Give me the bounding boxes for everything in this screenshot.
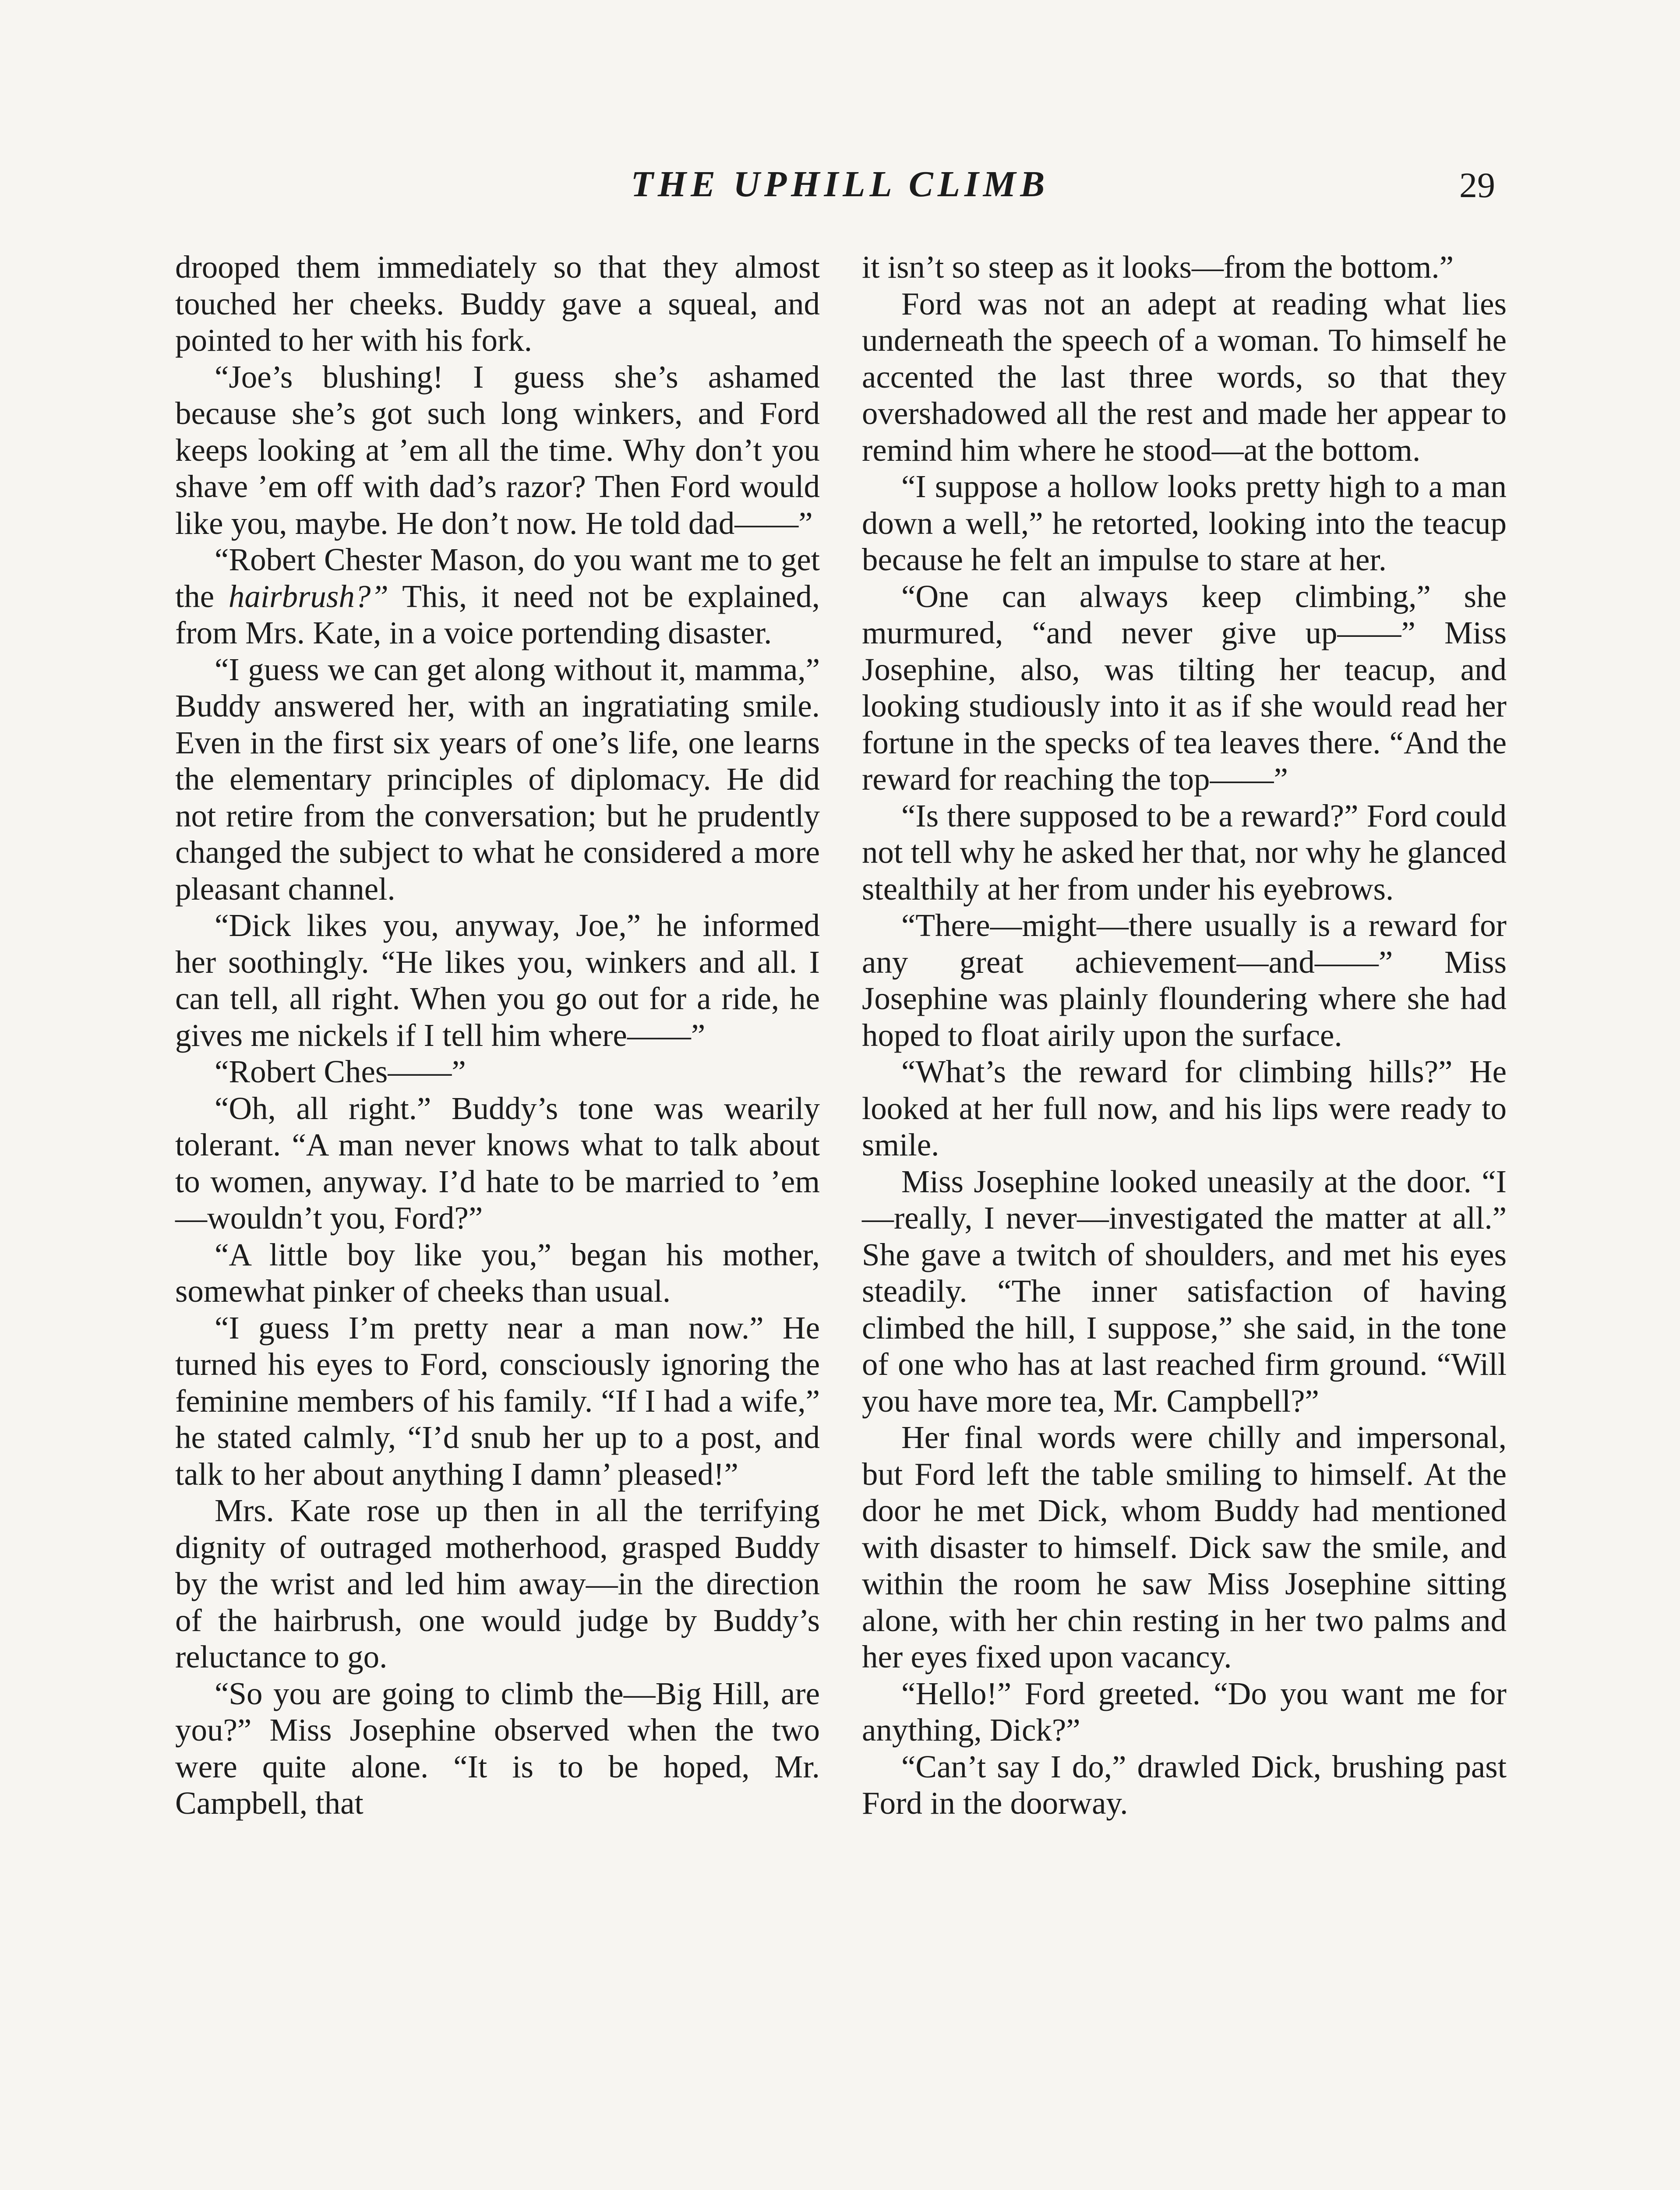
paragraph: “Joe’s blushing! I guess she’s ashamed because she’s got such long winkers, and Ford keeps looking at ’em all the time. Why don’t you shave ’em off with dad’s razor? Then Ford would like you, maybe. He don’t now. He told dad——”	[175, 359, 820, 541]
paragraph: “One can always keep climbing,” she murmured, “and never give up——” Miss Josephine, also, was tilting her teacup, and looking studiously into it as if she would read her fortune in the specks of tea leaves there. “And the reward for reaching the top——”	[862, 578, 1507, 797]
paragraph: Her final words were chilly and impersonal, but Ford left the table smiling to himself. At the door he met Dick, whom Buddy had mentioned with disaster to himself. Dick saw the smile, and within the room he saw Miss Josephine sitting alone, with her chin resting in her two palms and her eyes fixed upon vacancy.	[862, 1420, 1507, 1674]
right-column	[862, 249, 1507, 1822]
emphasis-text: hairbrush?”	[228, 578, 388, 614]
paragraph: Miss Josephine looked uneasily at the door. “I—really, I never—investigated the matter at all.” She gave a twitch of shoulders, and met his eyes steadily. “The inner satisfaction of having climbed the hill, I suppose,” she said, in the tone of one who has at last reached firm ground. “Will you have more tea, Mr. Campbell?”	[862, 1163, 1507, 1419]
left-column	[175, 249, 820, 1822]
page-header	[0, 163, 1680, 220]
paragraph: “What’s the reward for climbing hills?” He looked at her full now, and his lips were ready to smile.	[862, 1054, 1507, 1162]
paragraph-text: “Robert Chester Mason, do you want me to get the	[175, 542, 820, 614]
paragraph: “A little boy like you,” began his mother, somewhat pinker of cheeks than usual.	[175, 1236, 820, 1309]
paragraph: “There—might—there usually is a reward for any great achievement—and——” Miss Josephine was plainly floundering where she had hoped to float airily upon the surface.	[862, 908, 1507, 1053]
paragraph: “I guess I’m pretty near a man now.” He turned his eyes to Ford, consciously ignoring the feminine members of his family. “If I had a wife,” he stated calmly, “I’d snub her up to a post, and talk to her about anything I damn’ pleased!”	[175, 1310, 820, 1492]
paragraph: “I guess we can get along without it, mamma,” Buddy answered her, with an ingratiating smile. Even in the first six years of one’s life, one learns the elementary principles of diplomacy. He did not retire from the conversation; but he prudently changed the subject to what he considered a more pleasant channel.	[175, 651, 820, 907]
paragraph	[175, 541, 820, 651]
paragraph: “Robert Ches——”	[215, 1054, 466, 1089]
paragraph: it isn’t so steep as it looks—from the bottom.”	[862, 249, 1454, 285]
paragraph-text: This, it need not be explained, from Mrs. Kate, in a voice portending disaster.	[175, 578, 820, 650]
paragraph: “Oh, all right.” Buddy’s tone was wearily tolerant. “A man never knows what to talk about to women, anyway. I’d hate to be married to ’em—wouldn’t you, Ford?”	[175, 1090, 820, 1236]
paragraph: “Hello!” Ford greeted. “Do you want me for anything, Dick?”	[862, 1675, 1507, 1748]
paragraph: Ford was not an adept at reading what lies underneath the speech of a woman. To himself he accented the last three words, so that they overshadowed all the rest and made her appear to remind him where he stood—at the bottom.	[862, 286, 1507, 468]
paragraph: “Can’t say I do,” drawled Dick, brushing past Ford in the doorway.	[862, 1748, 1507, 1821]
paragraph: “Is there supposed to be a reward?” Ford could not tell why he asked her that, nor why he glanced stealthily at her from under his eyebrows.	[862, 798, 1507, 907]
page-number: 29	[1459, 165, 1495, 205]
paragraph: Mrs. Kate rose up then in all the terrifying dignity of outraged motherhood, grasped Buddy by the wrist and led him away—in the direction of the hairbrush, one would judge by Buddy’s reluctance to go.	[175, 1493, 820, 1674]
paragraph: “So you are going to climb the—Big Hill, are you?” Miss Josephine observed when the two were quite alone. “It is to be hoped, Mr. Campbell, that	[175, 1675, 820, 1821]
paragraph: “I suppose a hollow looks pretty high to a man down a well,” he retorted, looking into the teacup because he felt an impulse to stare at her.	[862, 469, 1507, 577]
paragraph: drooped them immediately so that they almost touched her cheeks. Buddy gave a squeal, and pointed to her with his fork.	[175, 249, 820, 358]
paragraph: “Dick likes you, anyway, Joe,” he informed her soothingly. “He likes you, winkers and all. I can tell, all right. When you go out for a ride, he gives me nickels if I tell him where——”	[175, 908, 820, 1053]
running-title: THE UPHILL CLIMB	[631, 164, 1049, 205]
